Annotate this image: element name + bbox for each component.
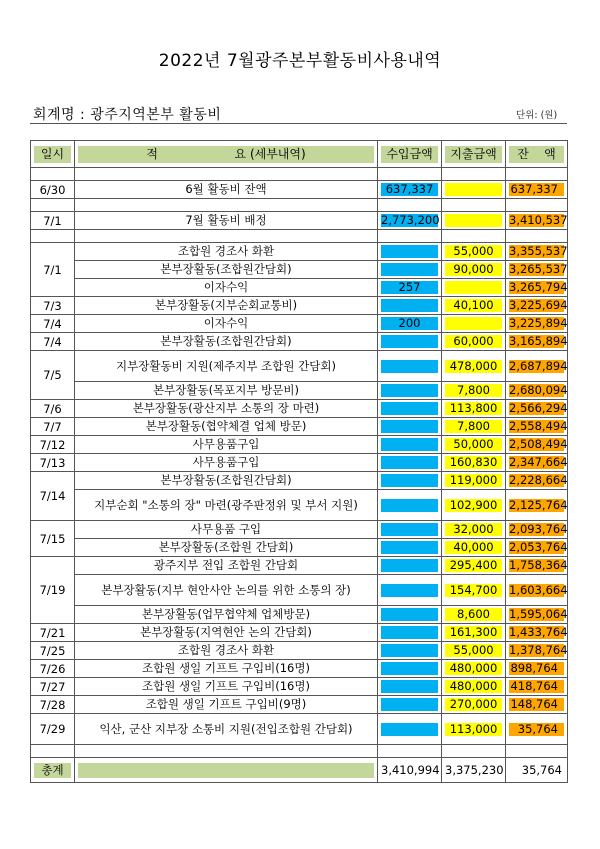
date-cell: 7/26 <box>31 660 75 678</box>
date-cell: 7/1 <box>31 212 75 230</box>
table-row <box>31 279 568 297</box>
income-cell <box>381 245 438 258</box>
income-cell <box>381 698 438 711</box>
expense-cell: 50,000 <box>445 438 502 451</box>
header-desc-b: 요 (세부내역) <box>234 146 306 161</box>
total-row <box>31 758 568 783</box>
header-bal-b: 액 <box>544 146 556 161</box>
date-cell: 7/15 <box>31 521 75 557</box>
balance-cell: 3,165,894 <box>509 334 568 348</box>
desc-cell: 본부장활동(조합원간담회) <box>75 261 378 279</box>
header-date: 일시 <box>31 141 75 168</box>
income-cell <box>381 384 438 397</box>
expense-cell: 7,800 <box>445 420 502 433</box>
table-row <box>31 315 568 333</box>
income-cell <box>381 680 438 693</box>
header-expense: 지출금액 <box>442 141 506 168</box>
desc-cell: 사무용품구입 <box>75 436 378 454</box>
balance-cell: 148,764 <box>509 698 564 711</box>
unit-label: 단위: (원) <box>516 110 558 121</box>
table-row <box>31 243 568 261</box>
desc-cell: 이자수익 <box>75 279 378 297</box>
balance-cell: 2,093,764 <box>509 522 568 536</box>
desc-cell: 본부장활동(조합원 간담회) <box>75 539 378 557</box>
balance-cell: 3,265,537 <box>509 262 568 276</box>
income-cell <box>381 499 438 512</box>
spacer-row <box>31 199 568 212</box>
header-divider <box>30 123 567 124</box>
balance-cell: 2,687,894 <box>509 358 568 373</box>
income-cell <box>381 402 438 415</box>
income-cell <box>381 263 438 276</box>
desc-cell: 본부장활동(협약체결 업체 방문) <box>75 418 378 436</box>
balance-cell: 35,764 <box>509 723 564 736</box>
date-cell: 7/12 <box>31 436 75 454</box>
income-cell <box>381 523 438 536</box>
spacer-row <box>31 745 568 758</box>
header-row <box>31 141 568 168</box>
date-cell: 7/4 <box>31 333 75 351</box>
desc-cell: 조합원 생일 기프트 구입비(16명) <box>75 660 378 678</box>
balance-cell: 637,337 <box>509 183 564 196</box>
header-bal-a: 잔 <box>517 146 529 161</box>
income-cell <box>381 608 438 621</box>
expense-cell: 270,000 <box>445 698 502 711</box>
balance-cell: 3,225,694 <box>509 298 568 312</box>
table-row <box>31 557 568 575</box>
header-income: 수입금액 <box>378 141 442 168</box>
expense-cell: 60,000 <box>445 335 502 348</box>
desc-cell: 지부순회 "소통의 장" 마련(광주판정위 및 부서 지원) <box>75 490 378 521</box>
table-row <box>31 575 568 606</box>
date-cell: 7/25 <box>31 642 75 660</box>
balance-cell: 1,595,064 <box>509 607 568 621</box>
date-cell: 7/13 <box>31 454 75 472</box>
date-cell: 7/27 <box>31 678 75 696</box>
spacer-row <box>31 168 568 181</box>
date-cell: 7/14 <box>31 472 75 521</box>
balance-cell: 1,758,364 <box>509 558 568 572</box>
table-row <box>31 418 568 436</box>
total-desc-fill <box>78 763 374 778</box>
desc-cell: 조합원 경조사 화환 <box>75 642 378 660</box>
table-row <box>31 297 568 315</box>
page-title: 2022년 7월광주본부활동비사용내역 <box>158 51 442 71</box>
income-cell <box>381 644 438 657</box>
expense-cell: 480,000 <box>445 662 502 675</box>
expense-cell: 7,800 <box>445 384 502 397</box>
desc-cell: 본부장활동(지부순회교통비) <box>75 297 378 315</box>
desc-cell: 이자수익 <box>75 315 378 333</box>
balance-cell: 3,225,894 <box>509 316 568 330</box>
balance-cell: 2,125,764 <box>509 497 568 512</box>
expense-cell: 478,000 <box>445 360 502 373</box>
expense-cell: 113,000 <box>445 723 502 736</box>
expense-cell <box>445 214 502 227</box>
balance-cell: 1,378,764 <box>509 643 568 657</box>
expense-cell: 119,000 <box>445 474 502 487</box>
table-row <box>31 642 568 660</box>
date-cell: 7/3 <box>31 297 75 315</box>
date-cell: 7/21 <box>31 624 75 642</box>
expense-cell: 113,800 <box>445 402 502 415</box>
table-row <box>31 351 568 382</box>
income-cell <box>381 541 438 554</box>
desc-cell: 본부장활동(지부 현안사안 논의를 위한 소통의 장) <box>75 575 378 606</box>
table-row <box>31 212 568 230</box>
table-row <box>31 624 568 642</box>
date-cell: 6/30 <box>31 181 75 199</box>
balance-cell: 2,558,494 <box>509 419 568 433</box>
date-cell: 7/29 <box>31 714 75 745</box>
header-description <box>75 141 378 168</box>
income-cell: 637,337 <box>381 183 438 196</box>
balance-cell: 1,433,764 <box>509 625 568 639</box>
balance-cell: 418,764 <box>509 680 564 693</box>
balance-cell: 2,228,664 <box>509 473 568 487</box>
income-cell <box>381 299 438 312</box>
desc-cell: 본부장활동(조합원간담회) <box>75 472 378 490</box>
table-row <box>31 696 568 714</box>
balance-cell: 3,355,537 <box>509 244 568 258</box>
income-cell: 257 <box>381 281 438 294</box>
expense-cell: 295,400 <box>445 559 502 572</box>
table-row <box>31 382 568 400</box>
income-cell <box>381 438 438 451</box>
balance-cell: 2,566,294 <box>509 401 568 415</box>
total-expense: 3,375,230 <box>445 762 504 777</box>
date-cell: 7/1 <box>31 243 75 297</box>
balance-cell: 2,347,664 <box>509 455 568 469</box>
income-cell <box>381 723 438 736</box>
total-balance: 35,764 <box>521 762 562 777</box>
expense-cell: 40,000 <box>445 541 502 554</box>
desc-cell: 본부장활동(조합원간담회) <box>75 333 378 351</box>
date-cell: 7/28 <box>31 696 75 714</box>
expense-cell <box>445 183 502 196</box>
desc-cell: 7월 활동비 배정 <box>75 212 378 230</box>
table-row <box>31 539 568 557</box>
balance-cell: 2,053,764 <box>509 540 568 554</box>
expense-cell: 160,830 <box>445 456 502 469</box>
expense-cell: 154,700 <box>445 584 502 597</box>
desc-cell: 사무용품 구입 <box>75 521 378 539</box>
total-income: 3,410,994 <box>381 762 440 777</box>
expense-cell: 32,000 <box>445 523 502 536</box>
account-name: 회계명 : 광주지역본부 활동비 <box>33 107 222 123</box>
balance-cell: 898,764 <box>509 662 564 675</box>
expense-cell: 102,900 <box>445 499 502 512</box>
balance-cell: 1,603,664 <box>509 582 568 597</box>
table-row <box>31 400 568 418</box>
expense-cell: 8,600 <box>445 608 502 621</box>
expense-cell: 480,000 <box>445 680 502 693</box>
balance-cell: 3,410,537 <box>509 213 568 227</box>
desc-cell: 사무용품구입 <box>75 454 378 472</box>
desc-cell: 본부장활동(업무협약체 업체방문) <box>75 606 378 624</box>
header-balance <box>506 141 568 168</box>
table-row <box>31 714 568 745</box>
desc-cell: 본부장활동(광산지부 소통의 장 마련) <box>75 400 378 418</box>
expense-cell: 55,000 <box>445 245 502 258</box>
income-cell: 2,773,200 <box>381 213 440 227</box>
ledger-table <box>30 140 568 783</box>
income-cell <box>381 456 438 469</box>
spacer-row <box>31 230 568 243</box>
header-desc-a: 적 <box>146 146 158 161</box>
income-cell <box>381 420 438 433</box>
table-row <box>31 261 568 279</box>
table-row <box>31 436 568 454</box>
date-cell: 7/6 <box>31 400 75 418</box>
table-row <box>31 181 568 199</box>
expense-cell: 40,100 <box>445 299 502 312</box>
balance-cell: 2,508,494 <box>509 437 568 451</box>
desc-cell: 조합원 경조사 화환 <box>75 243 378 261</box>
income-cell <box>381 474 438 487</box>
expense-cell: 161,300 <box>445 626 502 639</box>
desc-cell: 조합원 생일 기프트 구입비(9명) <box>75 696 378 714</box>
desc-cell: 6월 활동비 잔액 <box>75 181 378 199</box>
table-row <box>31 660 568 678</box>
desc-cell: 광주지부 전입 조합원 간담회 <box>75 557 378 575</box>
balance-cell: 2,680,094 <box>509 383 568 397</box>
date-cell: 7/19 <box>31 557 75 624</box>
date-cell: 7/7 <box>31 418 75 436</box>
table-row <box>31 490 568 521</box>
table-row <box>31 678 568 696</box>
table-row <box>31 333 568 351</box>
desc-cell: 조합원 생일 기프트 구입비(16명) <box>75 678 378 696</box>
expense-cell <box>445 317 502 330</box>
income-cell: 200 <box>381 317 438 330</box>
expense-cell <box>445 281 502 294</box>
income-cell <box>381 662 438 675</box>
desc-cell: 본부장활동(목포지부 방문비) <box>75 382 378 400</box>
income-cell <box>381 626 438 639</box>
desc-cell: 지부장활동비 지원(제주지부 조합원 간담회) <box>75 351 378 382</box>
desc-cell: 본부장활동(지역현안 논의 간담회) <box>75 624 378 642</box>
income-cell <box>381 335 438 348</box>
income-cell <box>381 584 438 597</box>
table-row <box>31 606 568 624</box>
desc-cell: 익산, 군산 지부장 소통비 지원(전입조합원 간담회) <box>75 714 378 745</box>
balance-cell: 3,265,794 <box>509 280 568 294</box>
total-label: 총계 <box>34 763 71 778</box>
expense-cell: 90,000 <box>445 263 502 276</box>
expense-cell: 55,000 <box>445 644 502 657</box>
date-cell: 7/4 <box>31 315 75 333</box>
income-cell <box>381 559 438 572</box>
table-row <box>31 472 568 490</box>
date-cell: 7/5 <box>31 351 75 400</box>
income-cell <box>381 360 438 373</box>
table-row <box>31 454 568 472</box>
table-row <box>31 521 568 539</box>
